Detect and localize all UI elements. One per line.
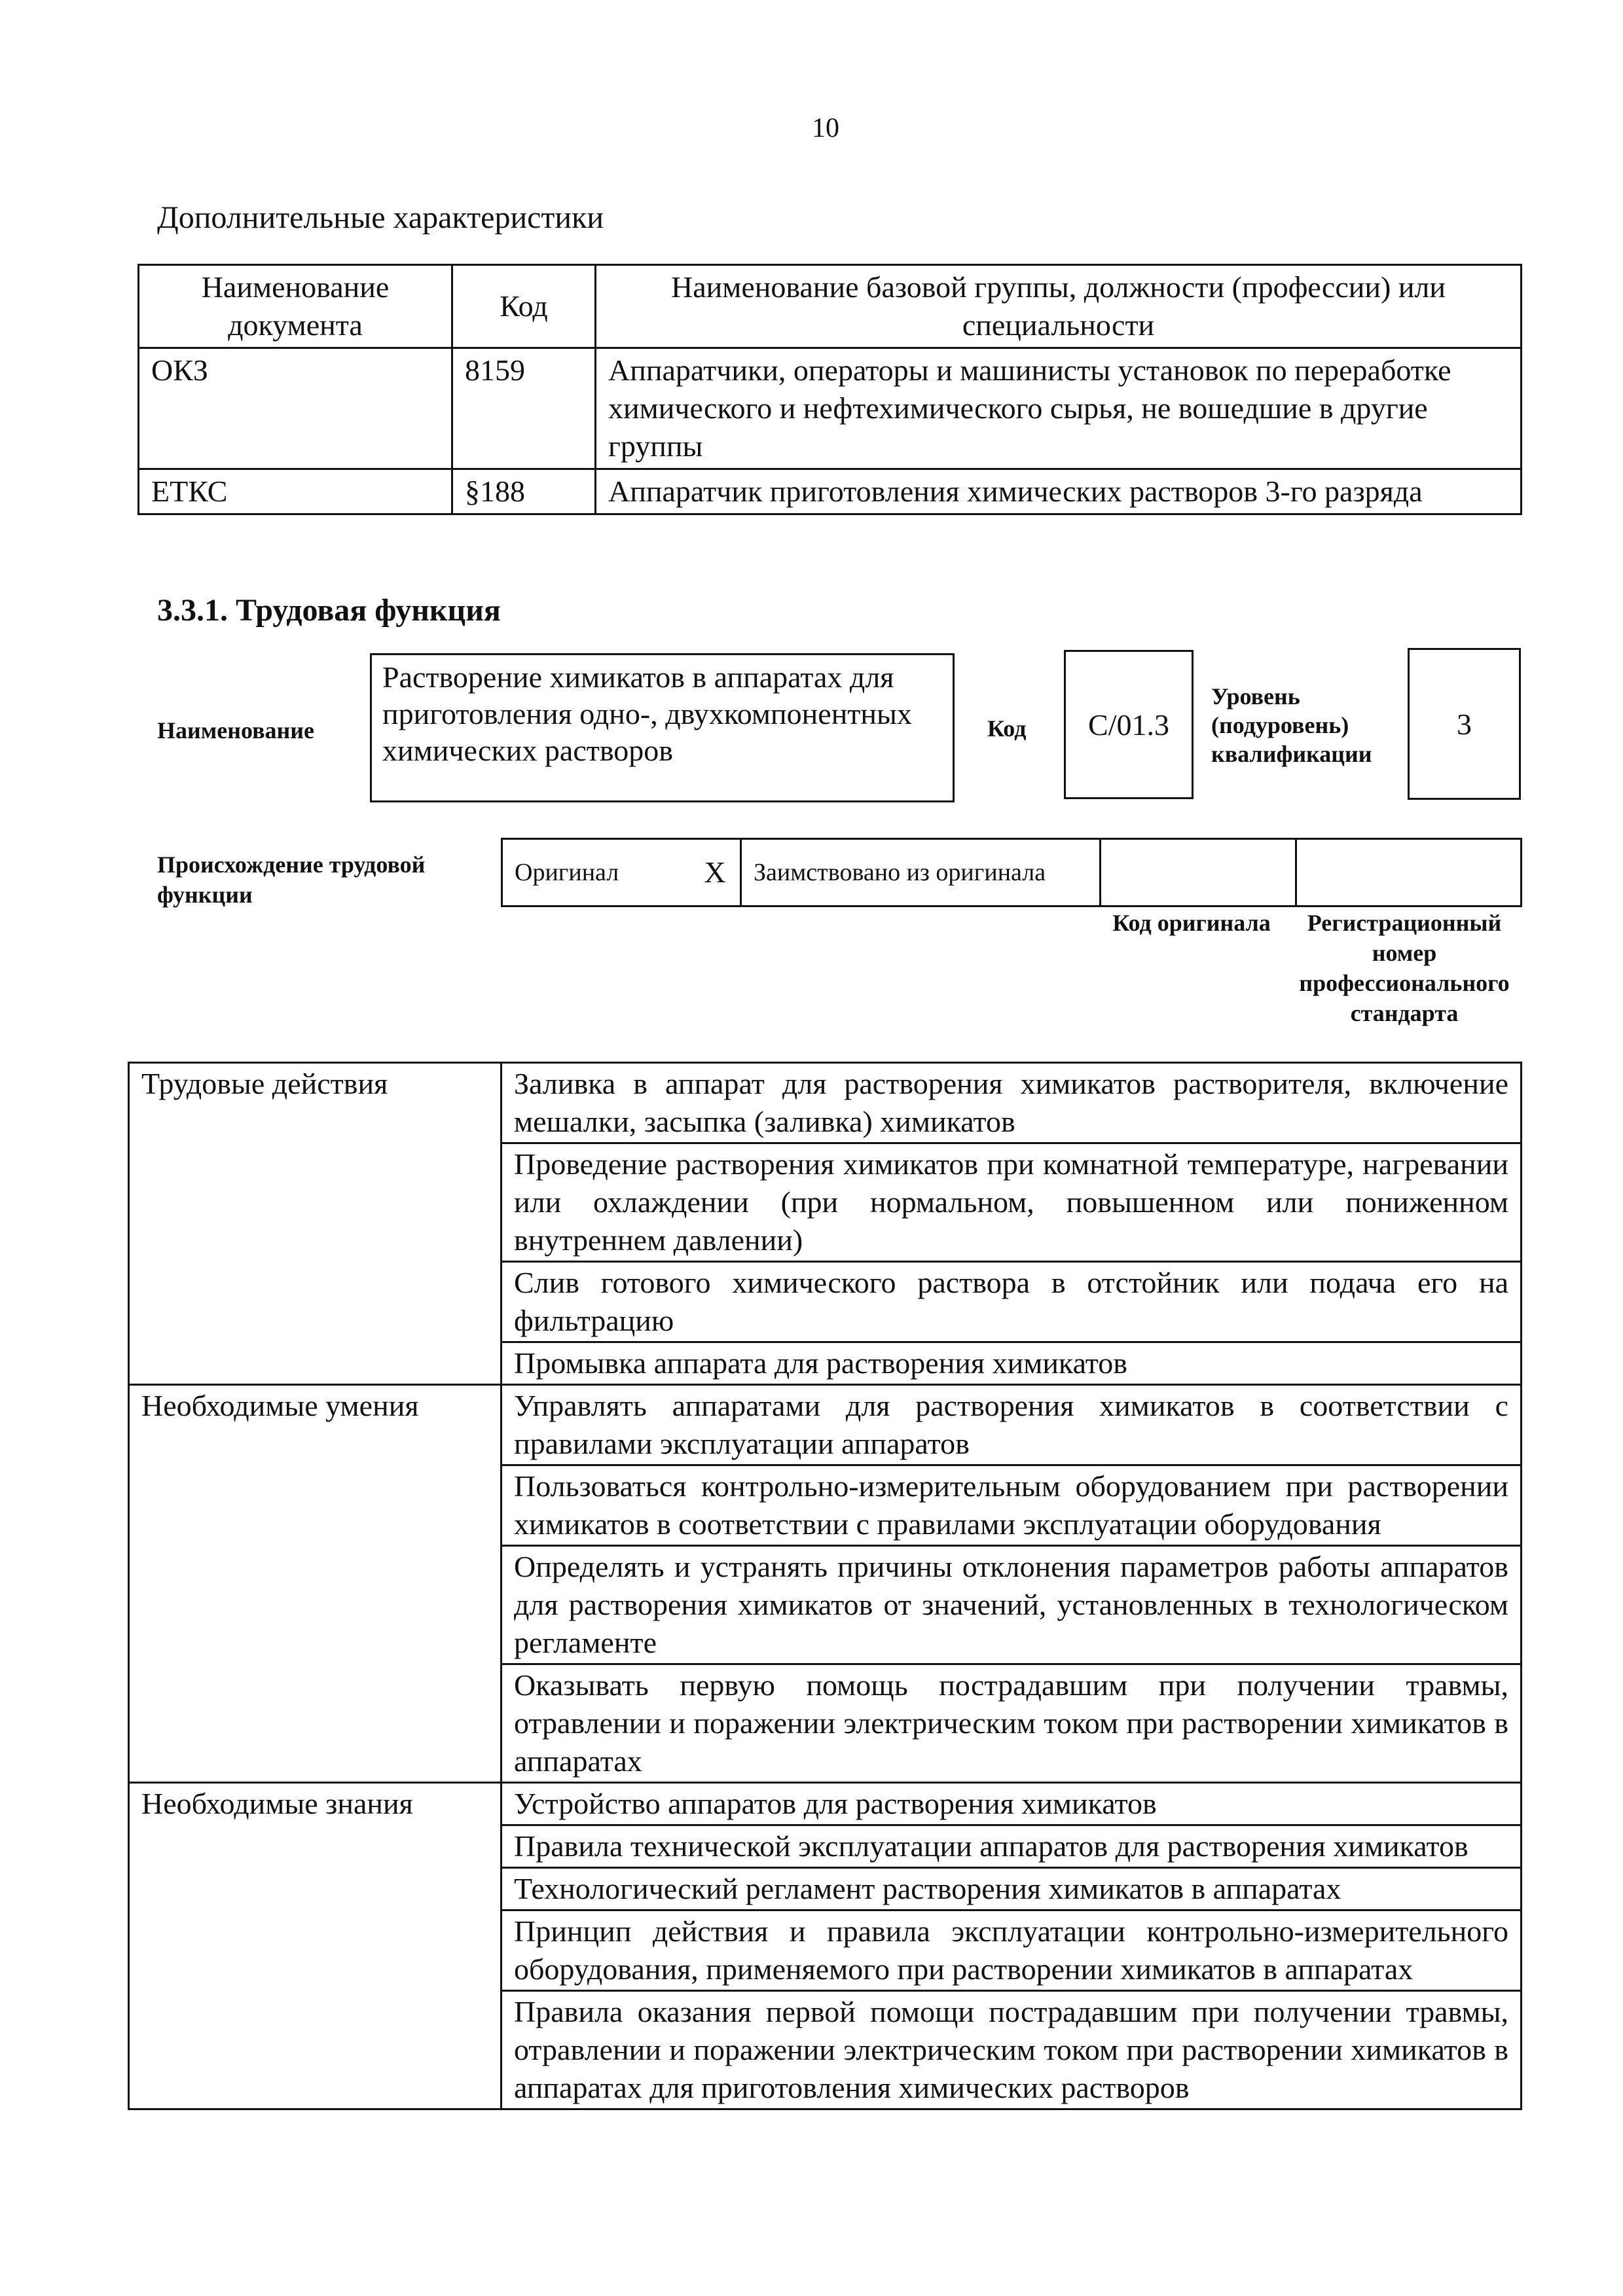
function-code-label: Код [987, 715, 1027, 742]
table-row [139, 469, 1522, 514]
reg-number-cell [1296, 839, 1522, 906]
table-row [129, 1385, 1522, 1465]
borrowed-label: Заимствовано из оригинала [741, 839, 1101, 906]
detail-cell: Правила оказания первой помощи пострадавшим при получении травмы, отравлении и поражении электрическим током при растворении химикатов в аппаратах для приготовления химических растворов [501, 1991, 1522, 2109]
category-cell: Трудовые действия [129, 1063, 501, 1385]
original-code-cell [1101, 839, 1296, 906]
details-table [128, 1062, 1522, 2110]
detail-cell: Проведение растворения химикатов при комнатной температуре, нагревании или охлаждении (при нормальном, повышенном или пониженном внутреннем давлении) [501, 1143, 1522, 1262]
detail-cell: Слив готового химического раствора в отстойник или подача его на фильтрацию [501, 1262, 1522, 1342]
header-cell: Наименование базовой группы, должности (профессии) или специальности [596, 265, 1522, 348]
reg-caption: Регистрационный номер профессионального стандарта [1299, 910, 1510, 1026]
origin-label: Происхождение трудовой функции [157, 852, 426, 908]
function-name-value: Растворение химикатов в аппаратах для приготовления одно-, двухкомпонентных химических растворов [370, 653, 955, 802]
function-heading: 3.3.1. Трудовая функция [157, 593, 501, 628]
code-caption: Код оригинала [1112, 910, 1271, 936]
table-cell: ОКЗ [139, 348, 452, 469]
detail-cell: Управлять аппаратами для растворения химикатов в соответствии с правилами эксплуатации аппаратов [501, 1385, 1522, 1465]
table-cell: 8159 [452, 348, 596, 469]
original-mark: X [690, 839, 741, 906]
level-label: Уровень (подуровень) квалификации [1211, 683, 1372, 767]
function-code-value: C/01.3 [1064, 650, 1194, 799]
detail-cell: Устройство аппаратов для растворения химикатов [501, 1783, 1522, 1825]
detail-cell: Пользоваться контрольно-измерительным оборудованием при растворении химикатов в соответствии с правилами эксплуатации оборудования [501, 1465, 1522, 1546]
detail-cell: Промывка аппарата для растворения химикатов [501, 1342, 1522, 1385]
header-cell: Код [452, 265, 596, 348]
table-cell: §188 [452, 469, 596, 514]
detail-cell: Принцип действия и правила эксплуатации контрольно-измерительного оборудования, применяемого при растворении химикатов в аппаратах [501, 1910, 1522, 1991]
detail-cell: Определять и устранять причины отклонения параметров работы аппаратов для растворения химикатов от значений, установленных в технологическом регламенте [501, 1546, 1522, 1664]
category-cell: Необходимые знания [129, 1783, 501, 2109]
category-cell: Необходимые умения [129, 1385, 501, 1783]
page-number: 10 [812, 113, 839, 143]
detail-cell: Технологический регламент растворения химикатов в аппаратах [501, 1868, 1522, 1910]
origin-row [502, 839, 1522, 906]
detail-cell: Оказывать первую помощь пострадавшим при получении травмы, отравлении и поражении электрическим током при растворении химикатов в аппаратах [501, 1664, 1522, 1783]
table-cell: Аппаратчики, операторы и машинисты установок по переработке химического и нефтехимического сырья, не вошедшие в другие группы [596, 348, 1522, 469]
characteristics-table [137, 264, 1522, 515]
function-name-label: Наименование [157, 717, 314, 744]
original-label: Оригинал [502, 839, 691, 906]
detail-cell: Правила технической эксплуатации аппаратов для растворения химикатов [501, 1825, 1522, 1868]
table-header-row [139, 265, 1522, 348]
level-value: 3 [1408, 648, 1521, 800]
table-row [139, 348, 1522, 469]
section-title: Дополнительные характеристики [157, 200, 604, 235]
table-row [129, 1783, 1522, 1825]
table-row [129, 1063, 1522, 1143]
detail-cell: Заливка в аппарат для растворения химикатов растворителя, включение мешалки, засыпка (заливка) химикатов [501, 1063, 1522, 1143]
header-cell: Наименование документа [139, 265, 452, 348]
table-cell: ЕТКС [139, 469, 452, 514]
table-cell: Аппаратчик приготовления химических растворов 3-го разряда [596, 469, 1522, 514]
origin-table [501, 838, 1522, 907]
